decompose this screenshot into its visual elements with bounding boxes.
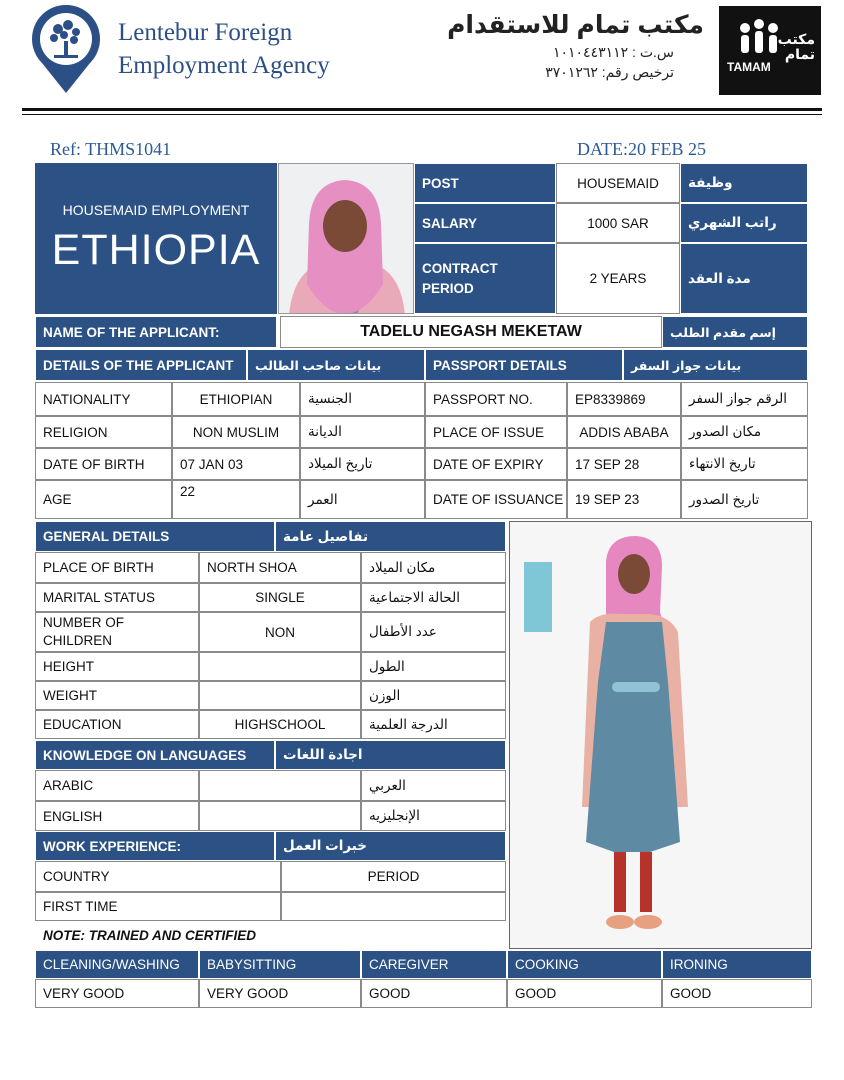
applicant-portrait-photo: [278, 163, 414, 314]
date-of-expiry-value: 17 SEP 28: [567, 448, 681, 480]
passport-no-value: EP8339869: [567, 382, 681, 416]
arabic-license-number: ترخيص رقم: ٣٧٠١٢٦٢: [545, 64, 674, 80]
skill-value-ironing: GOOD: [662, 979, 812, 1008]
agency-name-line1: Lentebur Foreign: [118, 19, 293, 46]
section-work-experience-arabic: خبرات العمل: [275, 831, 506, 861]
tamam-logo-english: TAMAM: [727, 60, 771, 74]
skill-header-babysitting: BABYSITTING: [199, 950, 361, 979]
section-passport-details: PASSPORT DETAILS: [425, 349, 623, 381]
section-general-details: GENERAL DETAILS: [35, 521, 275, 552]
religion-value: NON MUSLIM: [172, 416, 300, 448]
height-label: HEIGHT: [35, 652, 199, 681]
place-of-birth-value: NORTH SHOA: [199, 552, 361, 583]
section-applicant-details: DETAILS OF THE APPLICANT: [35, 349, 247, 381]
skill-value-babysitting: VERY GOOD: [199, 979, 361, 1008]
document-date: DATE:20 FEB 25: [577, 139, 707, 159]
passport-no-label: PASSPORT NO.: [425, 382, 567, 416]
salary-label-arabic: راتب الشهري: [680, 203, 808, 243]
weight-value: [199, 681, 361, 710]
training-note: NOTE: TRAINED AND CERTIFIED: [35, 921, 506, 949]
date-of-birth-label: DATE OF BIRTH: [35, 448, 172, 480]
age-label-arabic: العمر: [300, 480, 425, 519]
agency-logo: [30, 5, 102, 95]
skill-header-ironing: IRONING: [662, 950, 812, 979]
section-passport-details-arabic: بيانات جواز السفر: [623, 349, 808, 381]
skill-value-caregiver: GOOD: [361, 979, 507, 1008]
post-label: POST: [414, 163, 556, 203]
place-of-issue-value: ADDIS ABABA: [567, 416, 681, 448]
place-of-birth-label-arabic: مكان الميلاد: [361, 552, 506, 583]
salary-label: SALARY: [414, 203, 556, 243]
arabic-language-value: [199, 770, 361, 801]
nationality-label-arabic: الجنسية: [300, 382, 425, 416]
skill-header-caregiver: CAREGIVER: [361, 950, 507, 979]
height-label-arabic: الطول: [361, 652, 506, 681]
tamam-logo: [719, 6, 821, 95]
date-of-birth-label-arabic: تاريخ الميلاد: [300, 448, 425, 480]
applicant-name-label: NAME OF THE APPLICANT:: [35, 316, 277, 348]
header-divider-thin: [22, 114, 822, 115]
agency-name-line2: Employment Agency: [118, 52, 330, 79]
place-of-issue-label: PLACE OF ISSUE: [425, 416, 567, 448]
arabic-language-label: ARABIC: [35, 770, 199, 801]
work-period-header: PERIOD: [281, 861, 506, 892]
education-value: HIGHSCHOOL: [199, 710, 361, 739]
skill-header-cleaning: CLEANING/WASHING: [35, 950, 199, 979]
post-value: HOUSEMAID: [556, 163, 680, 203]
skill-value-cooking: GOOD: [507, 979, 662, 1008]
nationality-label: NATIONALITY: [35, 382, 172, 416]
education-label: EDUCATION: [35, 710, 199, 739]
age-value: 22: [172, 480, 300, 519]
religion-label: RELIGION: [35, 416, 172, 448]
contract-period-label: CONTRACT PERIOD: [414, 243, 556, 314]
number-of-children-label-arabic: عدد الأطفال: [361, 612, 506, 652]
number-of-children-value: NON: [199, 612, 361, 652]
arabic-cr-number: س.ت : ١٠١٠٤٤٣١١٢: [552, 44, 674, 60]
contract-period-value: 2 YEARS: [556, 243, 680, 314]
work-country-header: COUNTRY: [35, 861, 281, 892]
applicant-name-value: TADELU NEGASH MEKETAW: [280, 316, 662, 348]
number-of-children-label: NUMBER OF CHILDREN: [35, 612, 199, 652]
applicant-full-body-photo: [509, 521, 812, 949]
tamam-logo-arabic: مكتب تمام: [777, 31, 815, 62]
post-label-arabic: وظيفة: [680, 163, 808, 203]
arabic-language-label-arabic: العربي: [361, 770, 506, 801]
place-of-issue-label-arabic: مكان الصدور: [681, 416, 808, 448]
date-of-issuance-label-arabic: تاريخ الصدور: [681, 480, 808, 519]
place-of-birth-label: PLACE OF BIRTH: [35, 552, 199, 583]
section-languages: KNOWLEDGE ON LANGUAGES: [35, 740, 275, 770]
weight-label-arabic: الوزن: [361, 681, 506, 710]
agency-name: [118, 16, 330, 82]
marital-status-label-arabic: الحالة الاجتماعية: [361, 583, 506, 612]
height-value: [199, 652, 361, 681]
weight-label: WEIGHT: [35, 681, 199, 710]
salary-value: 1000 SAR: [556, 203, 680, 243]
english-language-value: [199, 801, 361, 831]
skill-value-cleaning: VERY GOOD: [35, 979, 199, 1008]
contract-period-label-arabic: مدة العقد: [680, 243, 808, 314]
section-general-details-arabic: تفاصيل عامة: [275, 521, 506, 552]
date-of-issuance-label: DATE OF ISSUANCE: [425, 480, 567, 519]
education-label-arabic: الدرجة العلمية: [361, 710, 506, 739]
section-work-experience: WORK EXPERIENCE:: [35, 831, 275, 861]
applicant-name-label-arabic: إسم مقدم الطلب: [662, 316, 808, 348]
work-period-value: [281, 892, 506, 921]
date-of-issuance-value: 19 SEP 23: [567, 480, 681, 519]
hero-subtitle: HOUSEMAID EMPLOYMENT: [62, 202, 250, 218]
passport-no-label-arabic: الرقم جواز السفر: [681, 382, 808, 416]
nationality-value: ETHIOPIAN: [172, 382, 300, 416]
age-label: AGE: [35, 480, 172, 519]
section-applicant-details-arabic: بيانات صاحب الطالب: [247, 349, 425, 381]
english-language-label-arabic: الإنجليزيه: [361, 801, 506, 831]
work-country-value: FIRST TIME: [35, 892, 281, 921]
marital-status-label: MARITAL STATUS: [35, 583, 199, 612]
reference-number: Ref: THMS1041: [50, 139, 172, 159]
english-language-label: ENGLISH: [35, 801, 199, 831]
hero-country: ETHIOPIA: [51, 226, 261, 274]
header-divider: [22, 108, 822, 111]
religion-label-arabic: الديانة: [300, 416, 425, 448]
arabic-office-title: مكتب تمام للاستقدام: [447, 11, 704, 39]
hero-banner: [35, 163, 277, 314]
marital-status-value: SINGLE: [199, 583, 361, 612]
date-of-expiry-label-arabic: تاريخ الانتهاء: [681, 448, 808, 480]
skill-header-cooking: COOKING: [507, 950, 662, 979]
date-of-expiry-label: DATE OF EXPIRY: [425, 448, 567, 480]
date-of-birth-value: 07 JAN 03: [172, 448, 300, 480]
section-languages-arabic: اجادة اللغات: [275, 740, 506, 770]
